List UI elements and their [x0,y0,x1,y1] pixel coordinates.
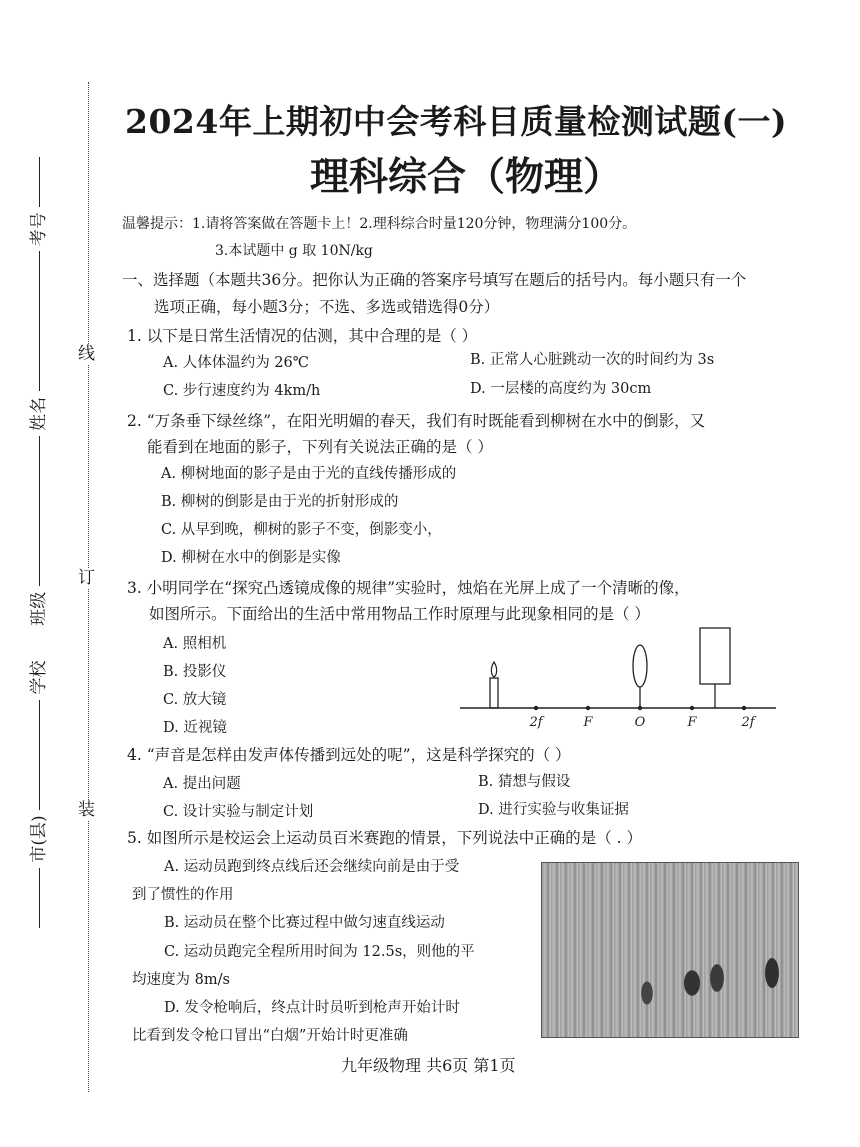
convex-lens [633,645,647,687]
page-footer: 九年级物理 共6页 第1页 [341,1056,516,1075]
q4-option-d: D. 进行实验与收集证据 [478,802,629,818]
q1-option-b: B. 正常人心脏跳动一次的时间约为 3s [470,352,715,368]
label-f-right: F [687,715,697,730]
binding-char-zhuang: 装 [78,800,95,820]
q4-option-c: C. 设计实验与制定计划 [163,804,314,820]
q5-option-c-line-1: C. 运动员跑完全程所用时间为 12.5s，则他的平 [164,944,475,960]
field-class-label: 班级 [29,591,49,626]
point-f-right [690,706,694,710]
q5-option-a-line-2: 到了惯性的作用 [132,887,234,903]
label-2f-right: 2f [741,715,755,730]
point-f-left [586,706,590,710]
q2-option-b: B. 柳树的倒影是由于光的折射形成的 [161,494,399,510]
q5-stem: 5. 如图所示是校运会上运动员百米赛跑的情景，下列说法中正确的是（ . ） [127,829,642,847]
q5-option-c-line-2: 均速度为 8m/s [132,972,230,988]
q3-option-b: B. 投影仪 [163,664,227,680]
q5-option-a-line-1: A. 运动员跑到终点线后还会继续向前是由于受 [164,859,460,875]
q1-stem: 1. 以下是日常生活情况的估测，其中合理的是（ ） [127,327,478,345]
point-2f-left [534,706,538,710]
notice-line-2: 3.本试题中 g 取 10N/kg [215,243,373,259]
q4-option-b: B. 猜想与假设 [478,774,571,790]
section-header-line-1: 一、选择题（本题共36分。把你认为正确的答案序号填写在题后的括号内。每小题只有一个 [122,271,747,289]
label-o: O [634,715,646,730]
candle-flame [491,662,496,677]
q2-stem-1: 2. “万条垂下绿丝绦”，在阳光明媚的春天，我们有时既能看到柳树在水中的倒影，又 [127,412,706,430]
point-2f-right [742,706,746,710]
q2-option-c: C. 从早到晚，柳树的影子不变，倒影变小， [161,522,442,538]
race-photo [541,862,799,1038]
q3-stem-1: 3. 小明同学在“探究凸透镜成像的规律”实验时，烛焰在光屏上成了一个清晰的像， [127,579,690,597]
field-name-label: 姓名 [29,396,49,431]
notice-line-1: 温馨提示：1.请将答案做在答题卡上！2.理科综合时量120分钟，物理满分100分。 [122,216,637,232]
q3-option-a: A. 照相机 [163,636,227,652]
q2-option-d: D. 柳树在水中的倒影是实像 [161,550,341,566]
field-city-county[interactable] [24,157,49,928]
point-o [638,706,642,710]
q3-stem-2: 如图所示。下面给出的生活中常用物品工作时原理与此现象相同的是（ ） [149,605,650,623]
q1-option-a: A. 人体体温约为 26℃ [163,355,309,371]
light-screen [700,628,730,684]
q4-stem: 4. “声音是怎样由发声体传播到远处的呢”，这是科学探究的（ ） [127,746,571,764]
q1-option-c: C. 步行速度约为 4km/h [163,383,321,399]
field-school-label: 学校 [29,660,49,695]
q2-stem-2: 能看到在地面的影子，下列有关说法正确的是（ ） [147,438,493,456]
q5-option-d-line-2: 比看到发令枪口冒出“白烟”开始计时更准确 [132,1028,408,1044]
subject-title: 理科综合（物理） [310,155,623,200]
field-id-label: 考号 [29,212,49,247]
q5-option-b: B. 运动员在整个比赛过程中做匀速直线运动 [164,915,445,931]
q1-option-d: D. 一层楼的高度约为 30cm [470,381,652,397]
section-header-line-2: 选项正确，每小题3分；不选、多选或错选得0分） [154,298,500,316]
label-2f-left: 2f [529,715,543,730]
field-city-label: 市(县) [29,815,49,863]
q2-option-a: A. 柳树地面的影子是由于光的直线传播形成的 [161,466,457,482]
binding-char-xian: 线 [78,344,95,364]
label-f-left: F [583,715,593,730]
q5-option-d-line-1: D. 发令枪响后，终点计时员听到枪声开始计时 [164,1000,460,1016]
q3-option-d: D. 近视镜 [163,720,227,736]
q4-option-a: A. 提出问题 [163,776,241,792]
q3-option-c: C. 放大镜 [163,692,227,708]
candle-body [490,678,498,708]
binding-char-ding: 订 [78,568,95,588]
convex-lens-diagram [458,620,778,732]
exam-title: 2024年上期初中会考科目质量检测试题(一) [125,102,788,141]
